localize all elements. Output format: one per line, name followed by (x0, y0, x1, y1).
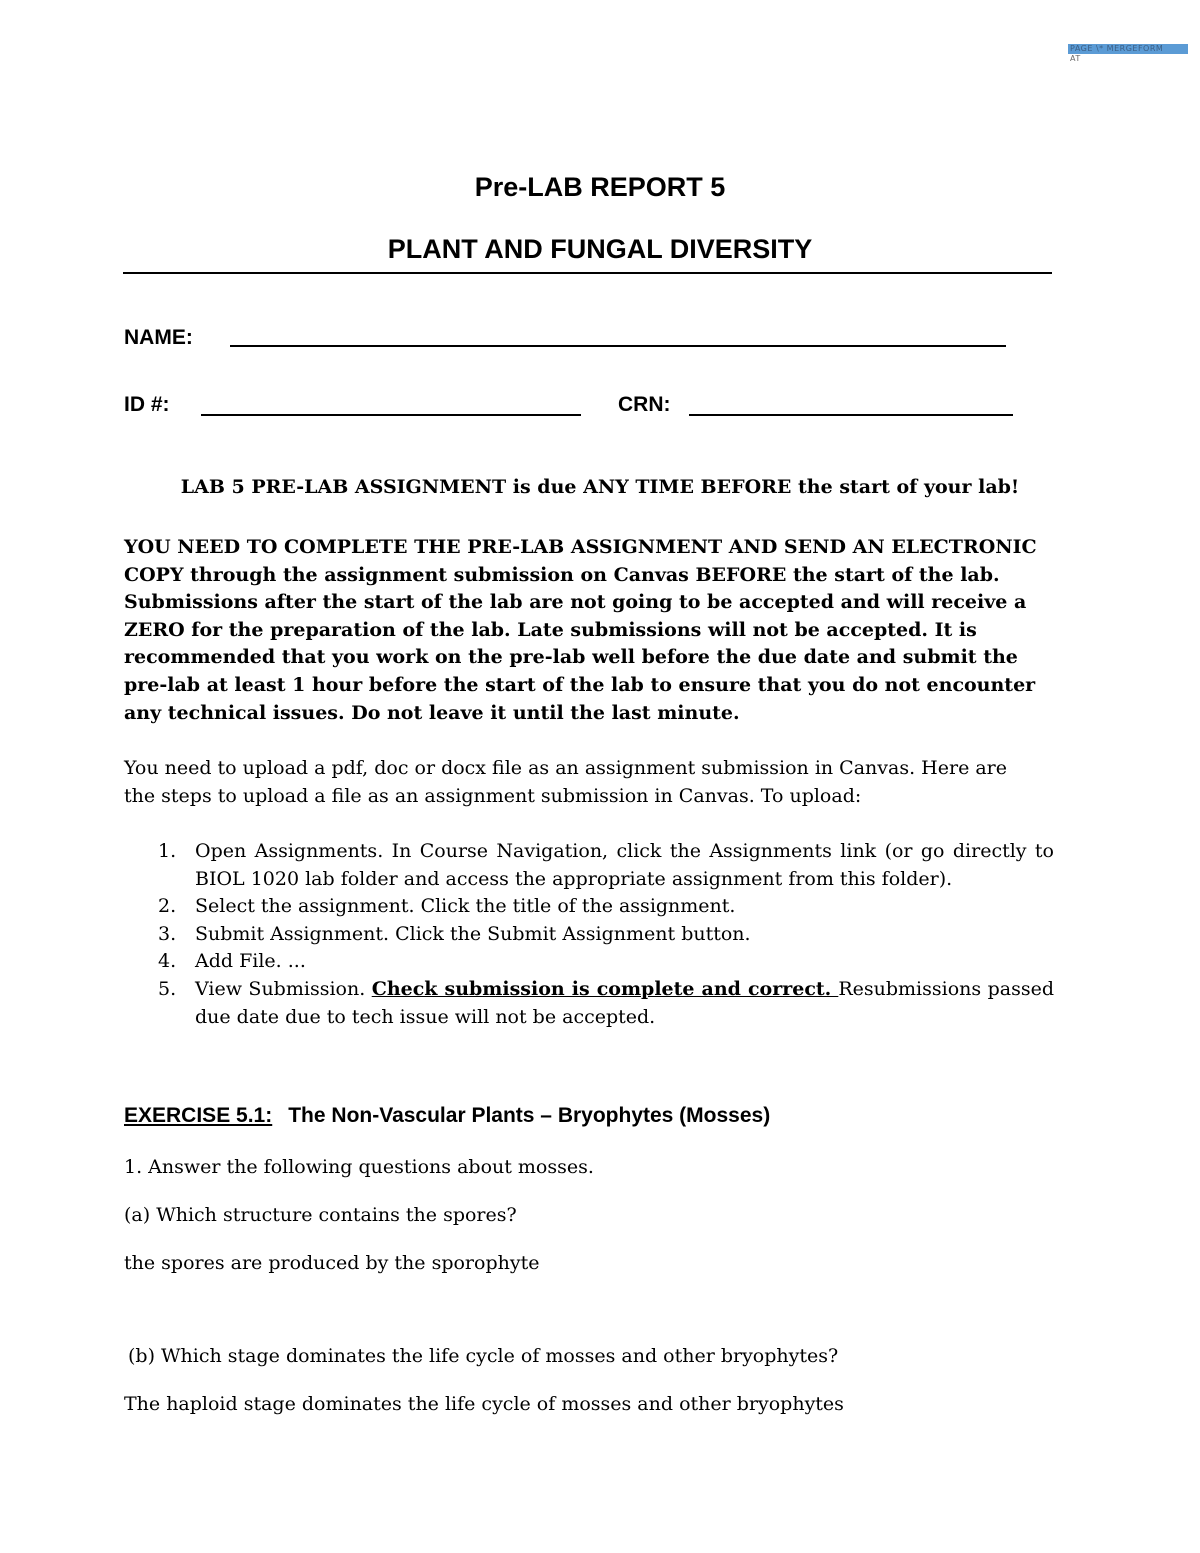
upload-paragraph (124, 755, 1054, 810)
step-text: Add File. ... (195, 950, 306, 973)
report-subtitle: PLANT AND FUNGAL DIVERSITY (387, 234, 813, 264)
id-label: ID #: (124, 393, 170, 416)
field-code-line-1: PAGE \* MERGEFORM (1068, 44, 1188, 54)
exercise-title: The Non-Vascular Plants – Bryophytes (Mosses) (288, 1104, 771, 1127)
instructions-line: any technical issues. Do not leave it until the last minute. (124, 701, 740, 724)
crn-label: CRN: (618, 393, 671, 416)
exercise-number: EXERCISE 5.1: (124, 1104, 273, 1127)
answer-b[interactable]: The haploid stage dominates the life cycle of mosses and other bryophytes (124, 1393, 844, 1415)
list-item (124, 838, 1054, 893)
list-item (124, 921, 1054, 949)
step-text (195, 976, 1054, 1031)
name-input-line[interactable] (230, 345, 1006, 347)
upload-line: the steps to upload a file as an assignment submission in Canvas. To upload: (124, 784, 862, 807)
instructions-line: Submissions after the start of the lab are not going to be accepted and will receive a (124, 591, 1027, 614)
step-text: Open Assignments. In Course Navigation, click the Assignments link (or go directly to BIOL 1020 lab folder and access the appropriate assignment from this folder). (195, 840, 1054, 890)
instructions-paragraph (124, 534, 1054, 727)
step-number: 5. (158, 977, 177, 1000)
list-item (124, 893, 1054, 921)
step-text: Submit Assignment. Click the Submit Assignment button. (195, 922, 751, 945)
crn-input-line[interactable] (689, 414, 1013, 416)
upload-line: You need to upload a pdf, doc or docx file as an assignment submission in Canvas. Here are (124, 757, 1008, 779)
instructions-line: YOU NEED TO COMPLETE THE PRE-LAB ASSIGNMENT AND SEND AN ELECTRONIC (124, 536, 1037, 558)
question-b: (b) Which stage dominates the life cycle of mosses and other bryophytes? (128, 1345, 839, 1367)
page-number-field-code (1068, 44, 1188, 64)
name-label: NAME: (124, 326, 193, 349)
due-notice: LAB 5 PRE-LAB ASSIGNMENT is due ANY TIME BEFORE the start of your lab! (180, 476, 1020, 498)
field-code-line-2: AT (1070, 54, 1081, 63)
title-divider (123, 272, 1052, 274)
upload-steps-list (124, 838, 1054, 1031)
exercise-heading (124, 1104, 770, 1128)
step-number: 2. (158, 895, 177, 918)
step-number: 3. (158, 922, 177, 945)
step-text-start: View Submission. (195, 977, 372, 1000)
instructions-line: ZERO for the preparation of the lab. Late submissions will not be accepted. It is (124, 618, 977, 641)
step-text: Select the assignment. Click the title of the assignment. (195, 895, 736, 918)
answer-a[interactable]: the spores are produced by the sporophyte (124, 1252, 540, 1274)
step-text-end: Resubmissions passed due date due to tech issue will not be accepted. (195, 977, 1054, 1028)
id-input-line[interactable] (201, 414, 581, 416)
step-emphasis: Check submission is complete and correct. (371, 977, 839, 1000)
step-number: 4. (158, 950, 177, 973)
step-number: 1. (158, 840, 177, 862)
list-item (124, 948, 1054, 976)
list-item (124, 976, 1054, 1031)
exercise-intro: 1. Answer the following questions about mosses. (124, 1156, 594, 1178)
instructions-line: COPY through the assignment submission on Canvas BEFORE the start of the lab. (124, 563, 1000, 586)
instructions-line: pre-lab at least 1 hour before the start of the lab to ensure that you do not encounter (124, 673, 1036, 696)
instructions-line: recommended that you work on the pre-lab well before the due date and submit the (124, 646, 1018, 669)
question-a: (a) Which structure contains the spores? (124, 1204, 517, 1226)
report-title: Pre-LAB REPORT 5 (474, 172, 726, 202)
